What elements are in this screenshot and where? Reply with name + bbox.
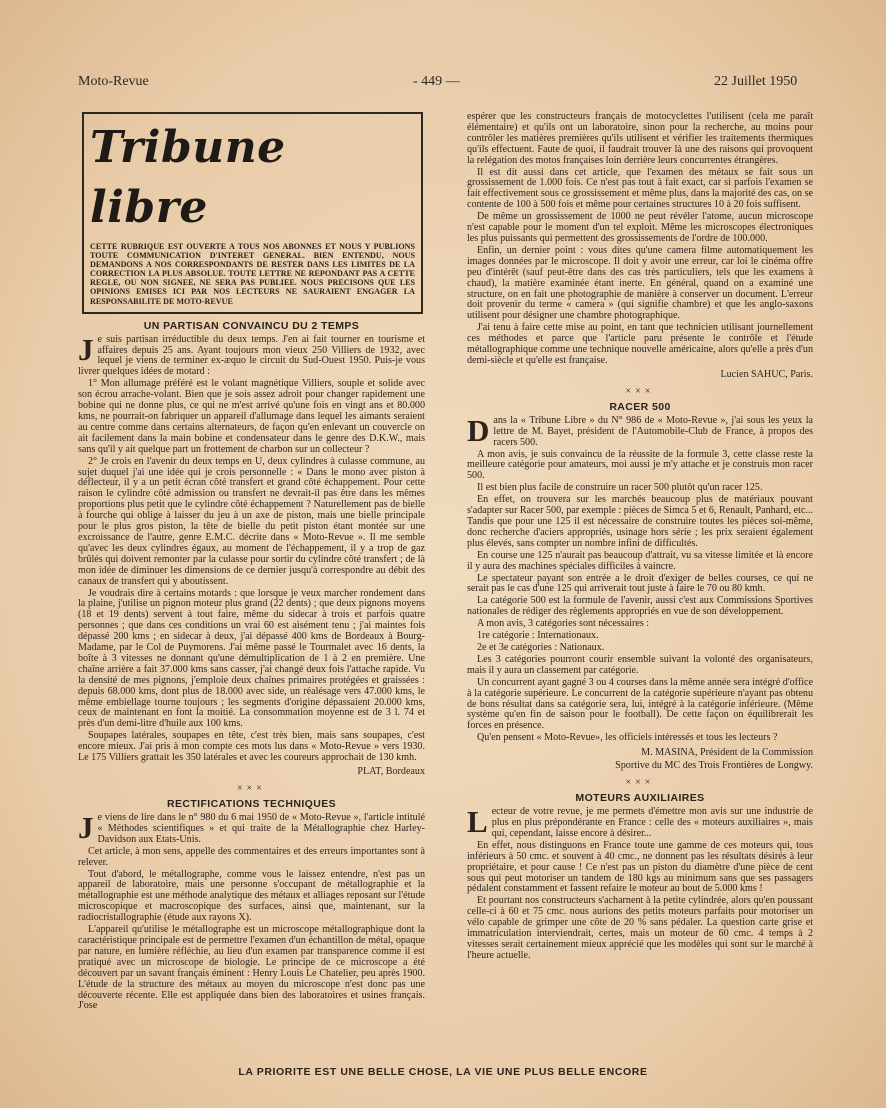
article3-paragraph: En effet, on trouvera sur les marchés beaucoup plus de matériaux pouvant s'adapter sur Racer 500, par exemple : pièces de Simca 5 et 6, Renault, Panhard, etc... Tandis que pour une 125 il est nécessaire de construire toutes les pièces soi-même, donc recherche d'aciers appropriés, usinage hors série ; les prix seraient également plus élevés, sans compter un nombre infini de difficultés. <box>467 494 813 549</box>
article2-paragraph: L'appareil qu'utilise le métallographe est un microscope métallographique dont la caractéristique principale est de permettre l'examen d'un échantillon de métal, opaque par nature, en lumière réfléchie, au lieu d'un examen par transparence comme il est pratiqué avec un microscope de biologie. Le principe de ce microscope a été découvert par un savant français éminent : Henry Louis Le Chatelier, peu après 1900. L'étude de la structure des métaux au moyen du microscope n'est donc pas une découverte récente. Elle est appliquée dans bien des laboratoires et usines français. J'ose <box>78 924 425 1012</box>
article2-paragraph: J'ai tenu à faire cette mise au point, en tant que technicien utilisant journellement ces méthodes et parce que l'article paru présente le contrôle et l'étude métallographique comme une technique nouvelle américaine, alors qu'elle a près d'un demi-siècle et qu'elle est française. <box>467 322 813 366</box>
header-date: 22 Juillet 1950 <box>714 74 798 89</box>
tribune-box <box>82 112 423 314</box>
article4-paragraph: En effet, nous distinguons en France toute une gamme de ces moteurs qui, tous inférieurs à 50 cmc. et souvent à 40 cmc., ne donnent pas les résultats désirés à leur propriétaire, et pour cause ! Ce n'est pas un piston du diamètre d'une pièce de cent sous qui peut motoriser un tandem de 180 kgs au minimum sans que ses passagers pédalent constamment et fassent refaire le moteur au bout de 5.000 kms ! <box>467 839 813 895</box>
article3-paragraph: En course une 125 n'aurait pas beaucoup d'attrait, vu sa vitesse limitée et là encore il y aura des machines spéciales difficiles à vaincre. <box>467 549 813 572</box>
article3-title: RACER 500 <box>609 400 671 413</box>
article1-paragraph: 1° Mon allumage préféré est le volant magnétique Villiers, souple et solide avec son écrou arrache-volant. Bien que je sois assez adroit pour changer rapidement une bobine qui ne donne plus, ce qui ne m'est arrivé qu'une fois en vingt ans et 80.000 kms, ne pourrait-on fabriquer un appareil d'allumage dans lequel les aimants seraient au centre comme dans certains alternateurs, de façon qu'en enlevant un couvercle on ait facilement dans la main bobine et condensateur dans le genre des D.K.W., mais sans qu'il y ait quelque part un frottement de charbon sur un collecteur ? <box>78 378 425 455</box>
article2-paragraph: espérer que les constructeurs français de motocyclettes l'utilisent (cela me paraît élémentaire) et qu'ils ont un laboratoire, sinon pour la recherche, au moins pour contrôler les matières premières qu'ils utilisent et vérifier les traitements thermiques qu'ils effectuent. Faute de quoi, il faudrait trouver là une des raisons qui provoquent la relégation des motos françaises loin derrière leurs concurrentes étrangères. <box>467 111 813 166</box>
article2-paragraph: Il est dit aussi dans cet article, que l'examen des métaux se fait sous un grossissement de 1.000 fois. Ce n'est pas tout à fait exact, car si parfois l'examen se fait effectivement sous ce grossissement et même plus, dans la majorité des cas, on se contente de 100 à 500 fois et même pour certaines structures 10 à 20 fois suffisent. <box>467 166 813 211</box>
article2-title: RECTIFICATIONS TECHNIQUES <box>166 798 337 810</box>
tribune-title: Tribune libre <box>90 122 286 233</box>
article3-paragraph: 2e et 3e catégories : Nationaux. <box>477 641 605 653</box>
article1-paragraph: Je suis partisan irréductible du deux temps. J'en ai fait tourner en tourisme et affaires depuis 25 ans. Ayant toujours mon vieux 250 Villiers de 1932, avec lequel je viens de terminer ex-æquo le circuit du Sud-Ouest 1950. Puis-je vous livrer quelques idées de motard : <box>78 331 425 378</box>
article3-paragraph: Le spectateur payant son entrée a le droit d'exiger de belles courses, ce qui ne serait pas le cas d'une 125 qui arriverait tout juste à faire le 70 ou 80 kmh. <box>467 572 813 595</box>
right-column <box>467 112 813 963</box>
article2-paragraph: De même un grossissement de 1000 ne peut révéler l'atome, aucun microscope n'est capable pour le moment d'un tel exploit. Même les microscopes électroniques les plus puissants qui permettent des grossissements de l'ordre de 100.000. <box>467 211 813 244</box>
article4-title: MOTEURS AUXILIAIRES <box>575 792 705 805</box>
article3-paragraph: La catégorie 500 est la formule de l'avenir, aussi c'est aux Commissions Sportives nationales de rédiger des règlements appropriés en vue de son développement. <box>467 595 813 618</box>
article3-paragraph: Il est bien plus facile de construire un racer 500 plutôt qu'un racer 125. <box>477 482 763 494</box>
article2-signature: Lucien SAHUC, Paris. <box>720 368 813 380</box>
separator: ××× <box>237 783 266 794</box>
page-number: - 449 — <box>413 74 460 89</box>
article1-paragraph: Soupapes latérales, soupapes en tête, c'est très bien, mais sans soupapes, c'est encore mieux. J'ai pris à mon compte ces mots lus dans « Moto-Revue » vers 1930. Le 175 Villiers grattait les 350 latérales et avec les coureurs approchait de 130 kmh. <box>78 730 425 764</box>
page-footer-slogan: LA PRIORITE EST UNE BELLE CHOSE, LA VIE UNE PLUS BELLE ENCORE <box>238 1066 648 1078</box>
article3-signature: M. MASINA, Président de la Commission <box>641 747 813 759</box>
article3-paragraph: 1re catégorie : Internationaux. <box>477 630 599 642</box>
separator: ××× <box>625 385 655 397</box>
article3-signature-affiliation: Sportive du MC des Trois Frontières de Longwy. <box>615 760 813 772</box>
article1-title: UN PARTISAN CONVAINCU DU 2 TEMPS <box>143 319 360 332</box>
article4-paragraph: Lecteur de votre revue, je me permets d'émettre mon avis sur une industrie de plus en plus prépondérante en France : celle des « moteurs auxiliaires », mais qui, cependant, laisse encore à désirer... <box>467 804 813 840</box>
article3-paragraph: Qu'en pensent « Moto-Revue», les officiels intéressés et tous les lecteurs ? <box>477 732 778 744</box>
article2-paragraph: Cet article, à mon sens, appelle des commentaires et des erreurs importantes sont à relever. <box>78 845 425 868</box>
article3-paragraph: Un concurrent ayant gagné 3 ou 4 courses dans la même année sera intégré d'office à la catégorie supérieure. Le concurrent de la catégorie supérieure n'ayant pas obtenu de bons résultat dans sa catégorie sera, lui, intégré à la catégorie inférieure. (Même système qu'en fin de saison pour le football). De cette façon on équilibrerait les forces en présence. <box>467 676 813 732</box>
article3-paragraph: Les 3 catégories pourront courir ensemble suivant la volonté des organisateurs, mais il y aura un classement par catégorie. <box>467 653 813 676</box>
article3-paragraph: Dans la « Tribune Libre » du N° 986 de « Moto-Revue », j'ai sous les yeux la lettre de M. Bayet, président de l'Automobile-Club de France, à propos des racers 500. <box>467 412 813 448</box>
article2-paragraph: Tout d'abord, le métallographe, comme vous le laissez entendre, n'est pas un appareil de laboratoire, mais une personne s'occupant de métallographie et la métallographie est une méthode analytique des métaux et alliages reposant sur l'étude microscopique et macroscopique des surfaces, ainsi que, maintenant, sur la radiocristallographie (étude aux rayons X). <box>78 868 425 924</box>
left-column <box>78 112 425 1013</box>
article1-signature: PLAT, Bordeaux <box>357 766 425 777</box>
article2-paragraph: Je viens de lire dans le n° 980 du 6 mai 1950 de « Moto-Revue », l'article intitulé « Méthodes scientifiques » et qui traite de la Métallographie chez Harley-Davidson aux Etats-Unis. <box>78 810 425 845</box>
tribune-notice: CETTE RUBRIQUE EST OUVERTE A TOUS NOS ABONNES ET NOUS Y PUBLIONS TOUTE COMMUNICATION D'INTERET GENERAL. BIEN ENTENDU, NOUS DEMANDONS A NOS CORRESPONDANTS DE RESTER DANS LES LIMITES DE LA CORRECTION LA PLUS ABSOLUE. TOUTE LETTRE NE REPONDANT PAS A CETTE REGLE, OU NON SIGNEE, NE SERA PAS PUBLIEE. NOUS PRECISONS QUE LES OPINIONS EMISES ICI PAR NOS LECTEURS NE SAURAIENT ENGAGER LA RESPONSABILITE DE MOTO-REVUE <box>90 242 415 306</box>
article1-paragraph: 2° Je crois en l'avenir du deux temps en U, deux cylindres à culasse commune, au sujet duquel j'ai une idée qui je crois personnelle : « Dans le mono avec piston à déflecteur, il y a un petit écran côté transfert et grand côté échappement. Pour cette raison le cylindre côté admission ou transfert ne devrait-il pas être dans les mêmes proportions plus petit que le cylindre côté échappement ? Naturellement pas de bielle à fourche qui oblige à laisser du jeu à un axe de piston, mais une bielle principale pour le plus gros piston, la tête de bielle du petit piston étant montée sur une excroissance de l'autre, genre E.M.C. décrite dans « Moto-Revue ». Il me semble qu'avec les deux cylindres égaux, au moment de l'échappement, il y a trop de gaz brûlés qui doivent remonter par la culasse pour sortir du cylindre côté transfert ; de là mon idée de diminuer les dimensions de ce dernier jusqu'à correspondre au débit des canaux de transfert qui y aboutissent. <box>78 455 425 587</box>
article3-paragraph: A mon avis, 3 catégories sont nécessaires : <box>477 618 650 630</box>
article4-paragraph: Et pourtant nos constructeurs s'acharnent à la petite cylindrée, alors qu'en poussant celle-ci à 60 et 75 cmc. nous aurions des petits moteurs parfaits pour motoriser un vélo capable de grimper une côte de 20 % sans pédaler. La question carte grise et immatriculation interviendrait, certes, mais un moteur de 60 cmc. 4 temps à 2 vitesses serait certainement mieux apprécié que les modèles qui sont sur le marché à l'heure actuelle. <box>467 895 813 961</box>
article1-paragraph: Je voudrais dire à certains motards : que lorsque je veux marcher rondement dans la plaine, j'utilise un pignon moteur plus grand (22 dents) ; que deux pignons moyens (18 et 19 dents) servent à tout faire, même du sidecar à trois et parfois quatre personnes ; que dans ces conditions un vrai 60 est aisément tenu ; j'ai maintes fois dépassé 200 kms ; en sidecar à deux, j'ai dépassé 400 kms de Bordeaux à Bourg-Madame, par le Col de Puymorens. J'ai même passé le Tourmalet avec 16 dents, la boîte à 3 vitesses ne donnant qu'une démultiplication de 1 à 2 en première. Une chaîne arrière a fait 37.000 kms sans casser, j'ai changé deux fois l'attache rapide. Vu la densité de mes pignons, j'emploie deux chaînes primaires protégées et graissées : depuis 68.000 kms, dont plus de 18.000 avec side, un réalésage vers 47.000 kms, le même embiellage tourne toujours ; les segments d'origine dépassaient 20.000 kms, ceux de maintenant en font la moitié. La consommation moyenne est de 3 l. 74 et près d'un demi-litre d'huile aux 100 kms. <box>78 587 425 730</box>
article2-paragraph: Enfin, un dernier point : vous dites qu'une camera filme automatiquement les images données par le microscope. Il doit y avoir une erreur, car loi le cinéma offre peu d'intérêt (sauf peut-être dans des cas très particuliers, tels que les examens à chaud), la matière examinée étant inerte. En général, quand on a examiné une structure, on en fait une photographie de manière à conserver un document. L'erreur doit provenir du terme « camera » (qui signifie chambre) et que les anglo-saxons utilisent pour désigner une chambre photographique. <box>467 244 813 322</box>
article3-paragraph: A mon avis, je suis convaincu de la réussite de la formule 3, cette classe reste la meilleure catégorie pour amateurs, moi aussi je m'y attache et je construis mon racer 500. <box>467 448 813 482</box>
separator: ××× <box>625 777 655 789</box>
header-left: Moto-Revue <box>78 74 149 89</box>
